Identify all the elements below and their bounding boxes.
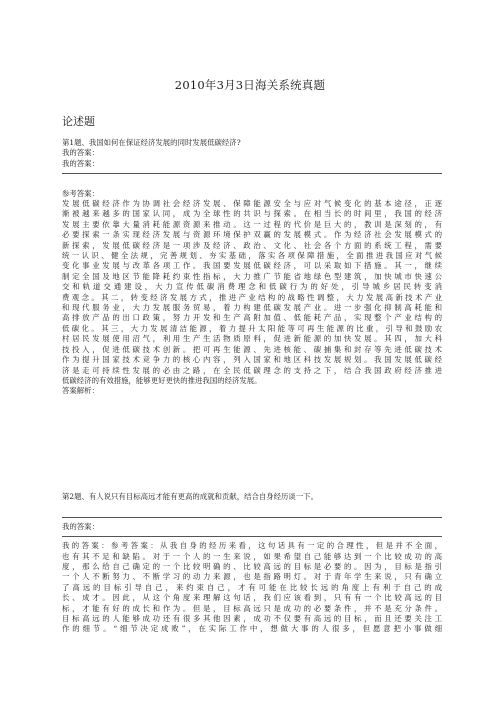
reference-answer-line: 村居民发展使用沼气，利用生产生活物质原料，促进新能源的加快发展。其四，加大科 [62, 334, 442, 344]
reference-answer-line: 低碳经济的有效措施，能够更好更快的推进我国的经济发展。 [62, 375, 262, 385]
question-1-block [62, 138, 442, 397]
document-title: 2010年3月3日海关系统真题 [174, 78, 326, 92]
answer-line: 长、成才。因此，从这个角度来理解这句话，我们应该看到，只有有一个比较高远的目 [62, 593, 442, 603]
reference-answer-line: 费观念。其二，转变经济发展方式，推进产业结构的战略性调整，大力发展高新技术产业 [62, 292, 442, 302]
reference-answer-line: 高排放产品的出口政策，努力开发和生产高附加值、低能耗产品，实现整个产业结构的 [62, 313, 442, 323]
reference-answer-label: 参考答案： [62, 188, 99, 198]
answer-line: 一个人不断努力、不断学习的动力来源，也是指路明灯。对于青年学生来说，只有确立 [62, 572, 442, 582]
answer-line: 目标高远的人能够成功还有很多其他因素，成功不仅要有高远的目标，而且还要关注工 [62, 614, 442, 624]
section-title: 论述题 [62, 115, 95, 128]
divider [62, 173, 442, 174]
question-2-text: 第2题、有人说只有目标高远才能有更高的成就和贡献，结合自身经历谈一下。 [62, 492, 318, 501]
reference-answer-line: 发展低碳经济作为协调社会经济发展、保障能源安全与应对气候变化的基本途径，正逐 [62, 199, 442, 209]
my-answer-label: 我的答案： [62, 148, 99, 158]
reference-answer-line: 技投入，促进低碳技术创新。把可再生能源、先进核能、碳捕集和封存等先进低碳技术 [62, 344, 442, 354]
answer-line: 了高远的目标引导自己，来约束自己，才有可能在比较长远的角度上有利于自己的成 [62, 582, 442, 592]
reference-answer-line: 制定全国及地区节能降耗约束性指标，大力推广节能省地绿色型建筑，加快城市快速公 [62, 271, 442, 281]
reference-answer-line: 和现代服务业，大力发展服务贸易，着力构建低碳发展产业。进一步强化抑制高耗能和 [62, 303, 442, 313]
reference-answer-line: 交和轨道交通建设，大力宣传低碳消费理念和低碳行为的好处，引导城乡居民转变消 [62, 282, 442, 292]
reference-answer-line: 济是走可持续性发展的必由之路，在全民低碳理念的支持之下，结合我国政府经济推进 [62, 365, 442, 375]
answer-analysis-label: 答案解析： [62, 386, 99, 396]
divider [62, 536, 442, 537]
my-answer-label: 我的答案： [62, 158, 99, 168]
question-2-block [62, 492, 442, 635]
answer-line: 我的答案：参考答案：从我自身的经历来看，这句话具有一定的合理性，但是并不全面， [62, 541, 442, 551]
question-1-text: 第1题、我国如何在保证经济发展的同时发展低碳经济? [62, 138, 241, 147]
reference-answer-line: 发展主要依靠大量消耗能源资源来推动。这一过程的代价是巨大的，教训是深刻的，有 [62, 219, 442, 229]
reference-answer-line: 必要探索一条实现经济发展与资源环境保护双赢的发展模式。作为经济社会发展模式的 [62, 230, 442, 240]
reference-answer-line: 新探索，发展低碳经济是一项涉及经济、政治、文化、社会各个方面的系统工程，需要 [62, 240, 442, 250]
my-answer-label: 我的答案： [62, 521, 99, 531]
answer-line: 度，那么给自己确定的一个比较明确的、比较高远的目标是必要的。因为，目标是指引 [62, 562, 442, 572]
divider [62, 517, 442, 518]
reference-answer-line: 作为提升国家技术竞争力的核心内容，列入国家和地区科技发展规划。我国发展低碳经 [62, 355, 442, 365]
reference-answer-line: 统一认识、健全法规，完善规划、夯实基础，落实各项保障措施，全面推进我国应对气候 [62, 251, 442, 261]
answer-line: 标，才能有好的成长和作为。但是，目标高远只是成功的必要条件，并不是充分条件。 [62, 603, 442, 613]
reference-answer-line: 变化事业发展与改革各项工作。我国要发展低碳经济，可以采取如下措施。其一，继续 [62, 261, 442, 271]
reference-answer-line: 渐被越来越多的国家认同，成为全球性的共识与探索。在相当长的时间里，我国的经济 [62, 209, 442, 219]
answer-line: 也有其不足和缺陷。对于一个人的一生来说，如果希望自己能够达到一个比较成功的高 [62, 551, 442, 561]
answer-line: 作的细节。“细节决定成败”，在实际工作中，想做大事的人很多，但愿意把小事做细 [62, 624, 442, 634]
reference-answer-line: 低碳化。其三，大力发展清洁能源，着力提升太阳能等可再生能源的比重，引导和鼓励农 [62, 323, 442, 333]
